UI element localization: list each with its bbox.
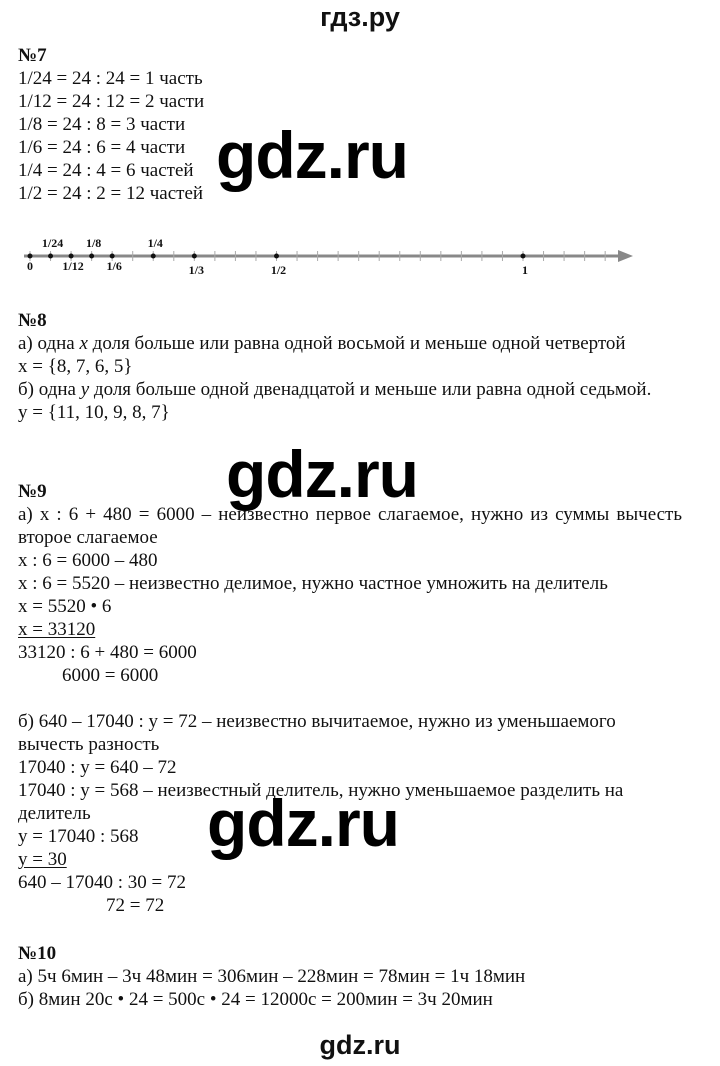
point-marker: [48, 254, 53, 259]
watermark: gdz.ru: [207, 786, 399, 860]
point-marker: [151, 254, 156, 259]
text: доля больше или равна одной восьмой и меньше одной четвертой: [87, 333, 626, 354]
point-label: 1/6: [106, 259, 122, 273]
task-7-line: 1/8 = 24 : 8 = 3 части: [18, 114, 186, 135]
task-8-title: №8: [18, 310, 47, 331]
task-10-line: б) 8мин 20с • 24 = 500с • 24 = 12000с = 200мин = 3ч 20мин: [18, 989, 493, 1010]
arrow-icon: [618, 250, 633, 262]
task-8: [18, 309, 682, 424]
point-label: 1/12: [62, 259, 84, 273]
point-label: 1/2: [270, 263, 287, 277]
watermark: gdz.ru: [216, 118, 408, 192]
task-9a-line: а) x : 6 + 480 = 6000 – неизвестно первое слагаемое, нужно из суммы вычесть второе слагаемое: [18, 504, 682, 548]
point-marker: [28, 254, 33, 259]
task-7-line: 1/6 = 24 : 6 = 4 части: [18, 137, 186, 158]
variable: x: [79, 333, 88, 354]
task-9a-line: x = 5520 • 6: [18, 596, 112, 617]
watermark: gdz.ru: [226, 437, 418, 511]
task-9b-line: y = 17040 : 568: [18, 826, 139, 847]
task-8a-answer: x = {8, 7, 6, 5}: [18, 356, 133, 377]
task-9b-answer: y = 30: [18, 849, 67, 870]
point-marker: [110, 254, 115, 259]
task-9a-line: x : 6 = 6000 – 480: [18, 550, 158, 571]
task-7-line: 1/24 = 24 : 24 = 1 часть: [18, 68, 203, 89]
point-label: 1: [522, 263, 528, 277]
point-marker: [89, 254, 94, 259]
task-9a-check: 33120 : 6 + 480 = 6000: [18, 642, 197, 663]
task-8b-statement: [18, 378, 682, 401]
task-8a-statement: [18, 332, 682, 355]
point-label: 1/4: [147, 236, 163, 250]
site-footer: gdz.ru: [319, 1030, 401, 1060]
point-marker: [69, 254, 74, 259]
task-9a-line: x : 6 = 5520 – неизвестно делимое, нужно частное умножить на делитель: [18, 573, 608, 594]
task-9a-answer: x = 33120: [18, 619, 96, 640]
task-9b-line: 17040 : y = 568 – неизвестный делитель, нужно уменьшаемое разделить на делитель: [18, 780, 624, 824]
task-10-line: а) 5ч 6мин – 3ч 48мин = 306мин – 228мин = 78мин = 1ч 18мин: [18, 966, 526, 987]
text: а) одна: [18, 333, 80, 354]
point-marker: [192, 254, 197, 259]
variable: y: [80, 379, 90, 400]
task-10-title: №10: [18, 943, 57, 964]
task-9a-check-result: 6000 = 6000: [62, 665, 159, 686]
point-marker: [274, 254, 279, 259]
task-9-title: №9: [18, 481, 47, 502]
point-label: 1/3: [188, 263, 205, 277]
task-7-line: 1/2 = 24 : 2 = 12 частей: [18, 183, 204, 204]
task-9b-line: б) 640 – 17040 : y = 72 – неизвестно вычитаемое, нужно из уменьшаемого вычесть разность: [18, 711, 616, 755]
number-line-diagram: [0, 225, 720, 285]
text: б) одна: [18, 379, 81, 400]
task-8b-answer: y = {11, 10, 9, 8, 7}: [18, 402, 170, 423]
task-7-line: 1/4 = 24 : 4 = 6 частей: [18, 160, 194, 181]
task-7-line: 1/12 = 24 : 12 = 2 части: [18, 91, 205, 112]
task-9b-check-result: 72 = 72: [106, 895, 165, 916]
point-label: 1/8: [85, 236, 102, 250]
task-9b-line: 17040 : y = 640 – 72: [18, 757, 177, 778]
task-9b-check: 640 – 17040 : 30 = 72: [18, 872, 186, 893]
site-header: гдз.ру: [320, 2, 400, 32]
point-label: 1/24: [41, 236, 64, 250]
task-10: [18, 942, 682, 1011]
point-label: 0: [27, 259, 33, 273]
text: доля больше одной двенадцатой и меньше или равна одной седьмой.: [89, 379, 652, 400]
task-7-title: №7: [18, 45, 47, 66]
point-marker: [521, 254, 526, 259]
